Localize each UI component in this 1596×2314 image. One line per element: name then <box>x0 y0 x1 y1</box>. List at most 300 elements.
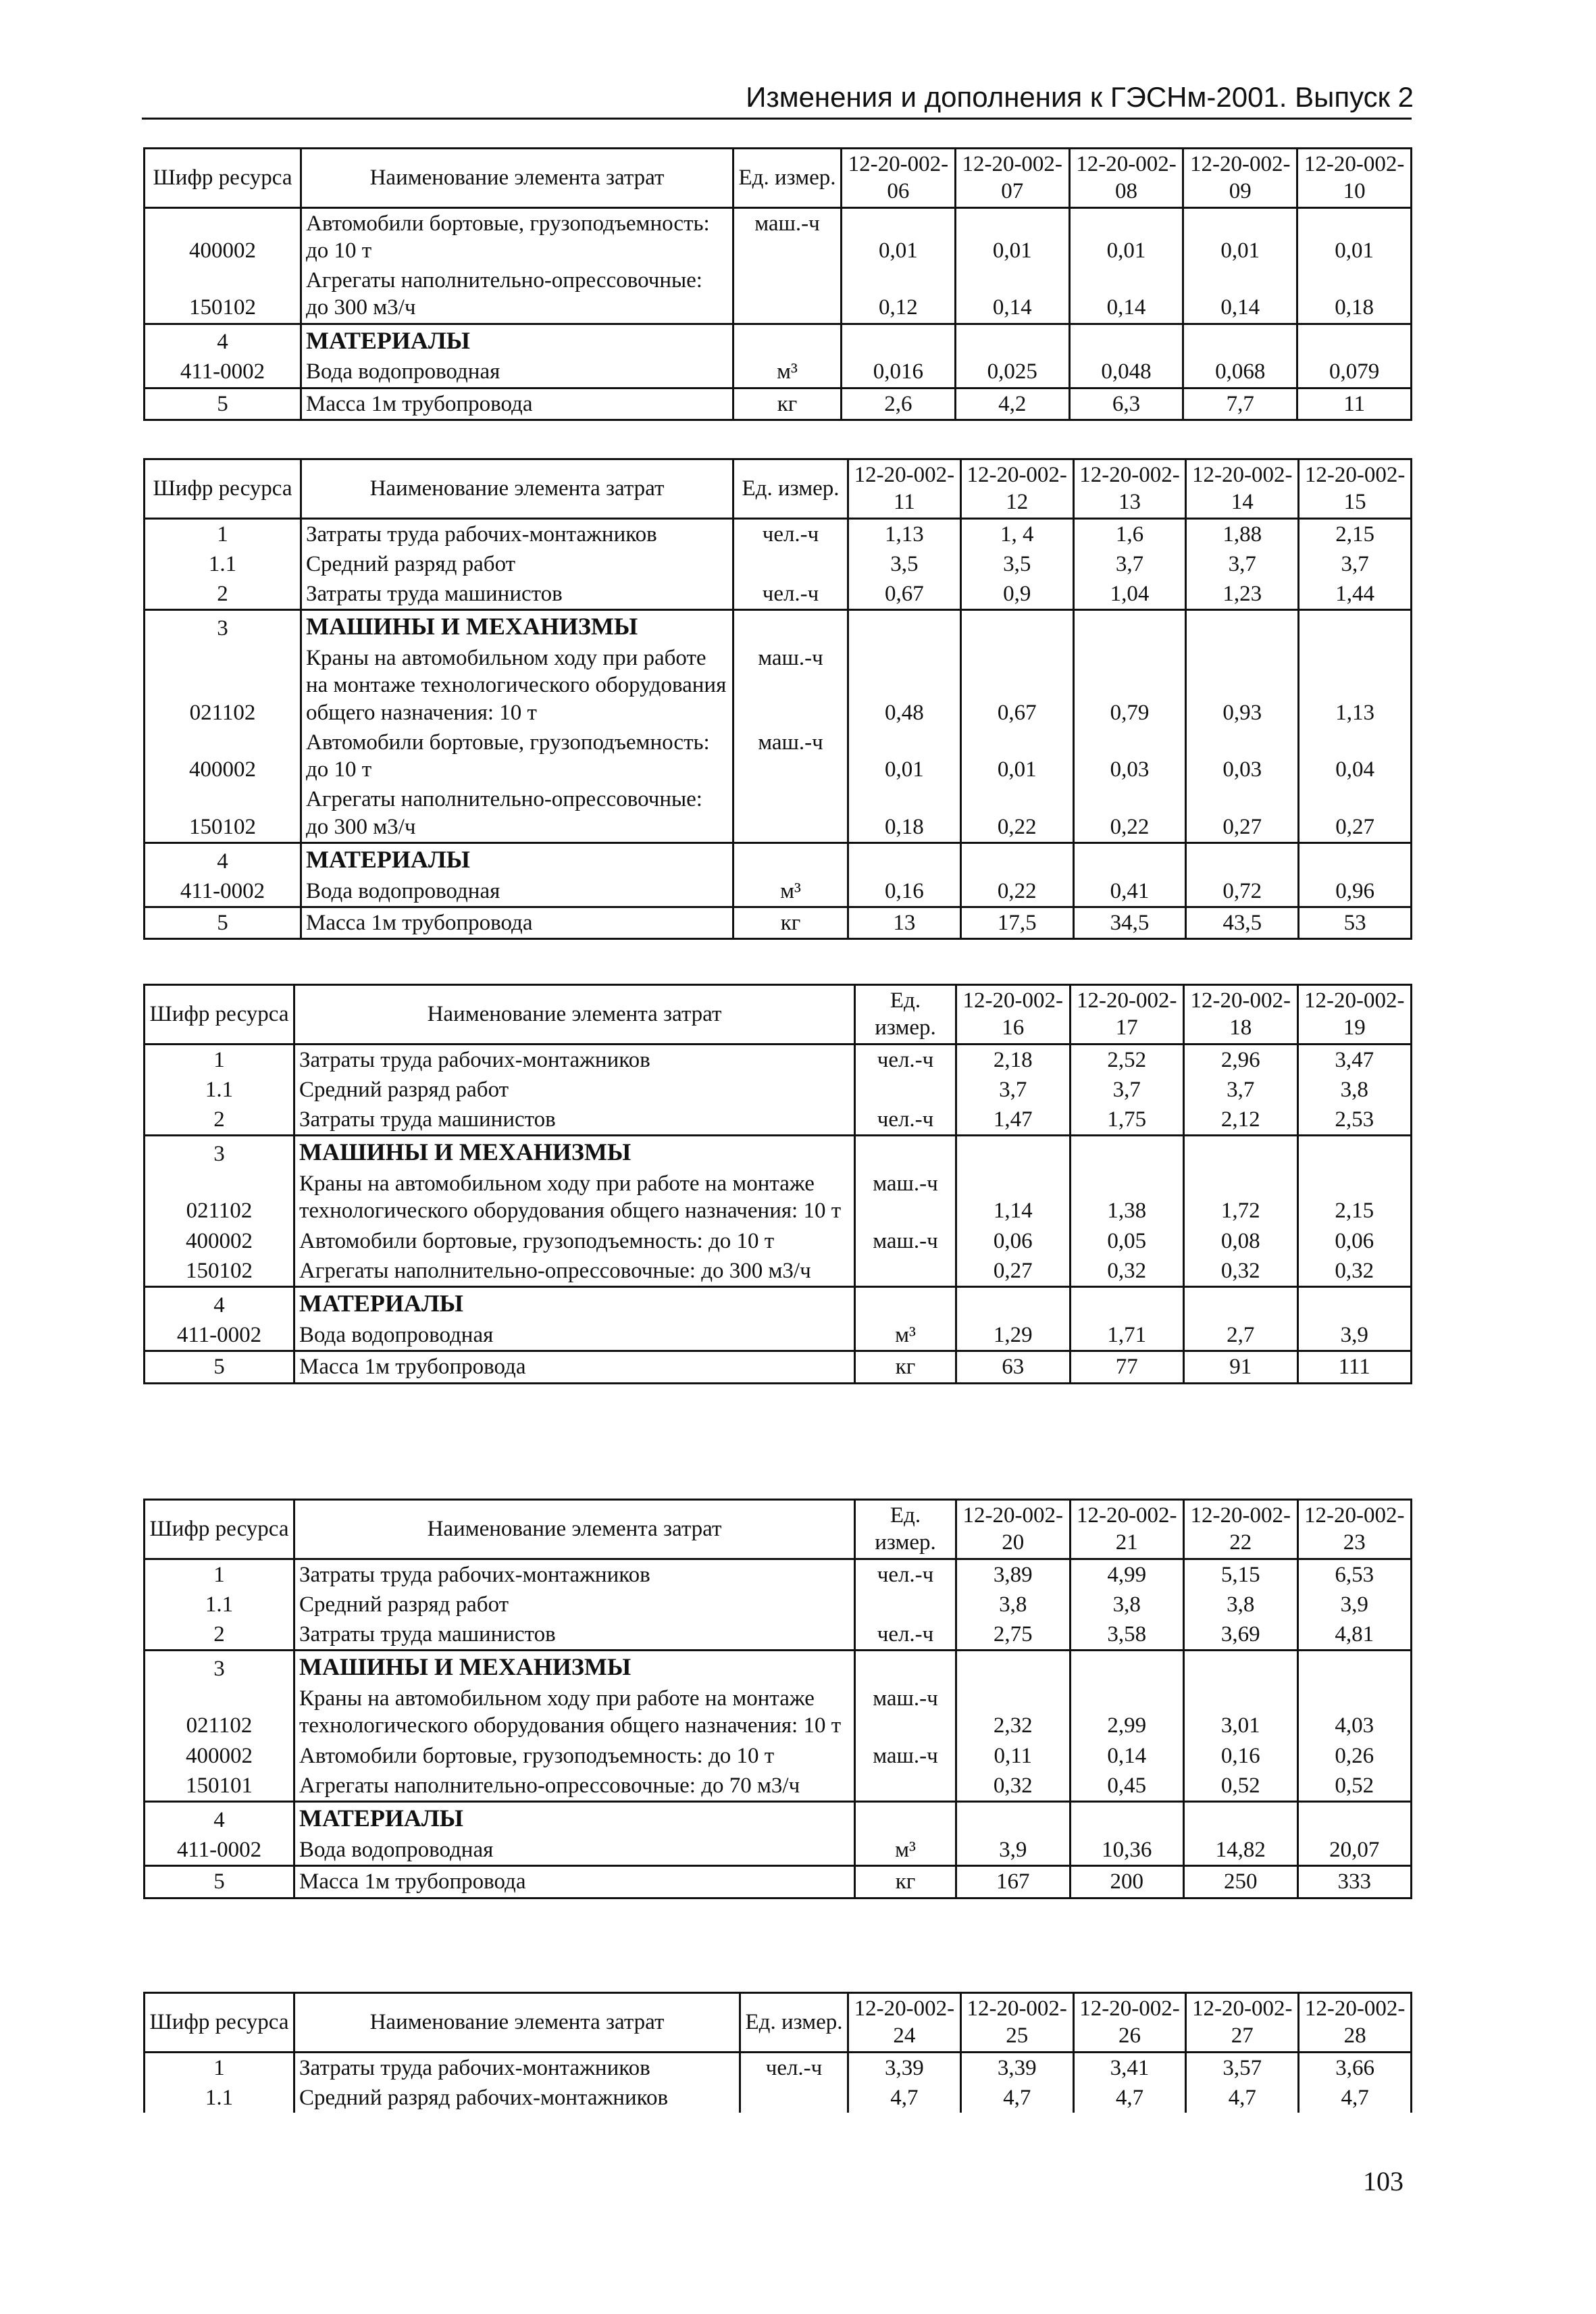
row-value: 0,01 <box>1297 207 1412 266</box>
row-value: 0,14 <box>1069 266 1183 324</box>
row-value: 0,03 <box>1073 728 1186 785</box>
row-value: 34,5 <box>1073 907 1186 939</box>
table-row <box>145 1771 1412 1802</box>
row-code: 1.1 <box>145 549 301 579</box>
row-code: 400002 <box>145 1226 294 1256</box>
row-value: 0,22 <box>960 784 1073 842</box>
row-code: 411-0002 <box>145 357 301 388</box>
row-value: 1,44 <box>1299 579 1412 610</box>
row-unit: кг <box>855 1351 956 1383</box>
table-row <box>145 1105 1412 1136</box>
col-header-norm-code: 12-20-002-14 <box>1186 459 1299 519</box>
row-value <box>960 842 1073 876</box>
row-value: 1,29 <box>956 1320 1071 1351</box>
table-row <box>145 579 1412 610</box>
table-row <box>145 1351 1412 1383</box>
row-name: Агрегаты наполнительно-опрессовочные: до 300 м3/ч <box>301 784 733 842</box>
row-value <box>955 324 1069 357</box>
row-name: Агрегаты наполнительно-опрессовочные: до 300 м3/ч <box>301 266 733 324</box>
row-value: 3,7 <box>1184 1075 1298 1105</box>
row-value: 0,22 <box>1073 784 1186 842</box>
group-row <box>145 1287 1412 1320</box>
group-row <box>145 610 1412 643</box>
row-value: 1,04 <box>1073 579 1186 610</box>
table-row <box>145 1075 1412 1105</box>
row-unit <box>733 784 848 842</box>
row-value: 4,7 <box>960 2083 1073 2113</box>
row-value <box>1186 842 1299 876</box>
table-row <box>145 207 1412 266</box>
row-value: 3,9 <box>1297 1320 1412 1351</box>
row-value: 2,7 <box>1184 1320 1298 1351</box>
row-value <box>848 610 961 643</box>
row-value: 0,22 <box>960 876 1073 907</box>
row-value: 2,99 <box>1070 1684 1184 1741</box>
row-unit: м³ <box>855 1320 956 1351</box>
page-header: Изменения и дополнения к ГЭСНм-2001. Выпуск 2 <box>746 81 1414 113</box>
row-value: 63 <box>956 1351 1071 1383</box>
row-value: 1,13 <box>1299 643 1412 728</box>
row-value: 0,32 <box>956 1771 1071 1802</box>
col-header-norm-code: 12-20-002-19 <box>1297 985 1412 1045</box>
row-code: 150102 <box>145 1256 294 1287</box>
row-unit: м³ <box>733 357 842 388</box>
row-code: 150101 <box>145 1771 294 1802</box>
row-value <box>1184 1651 1298 1684</box>
row-code: 3 <box>145 1651 294 1684</box>
row-value: 6,53 <box>1297 1559 1412 1590</box>
row-value: 3,89 <box>956 1559 1071 1590</box>
row-value: 10,36 <box>1070 1835 1184 1866</box>
row-value <box>1297 1136 1412 1169</box>
row-value: 3,9 <box>956 1835 1071 1866</box>
row-value: 0,96 <box>1299 876 1412 907</box>
row-value <box>1070 1287 1184 1320</box>
row-code: 4 <box>145 842 301 876</box>
row-code: 1 <box>145 1559 294 1590</box>
row-unit: кг <box>855 1866 956 1898</box>
row-code: 1 <box>145 518 301 549</box>
row-value: 200 <box>1070 1866 1184 1898</box>
row-value: 0,14 <box>955 266 1069 324</box>
row-code: 1 <box>145 1044 294 1075</box>
row-value <box>960 610 1073 643</box>
row-value: 1,23 <box>1186 579 1299 610</box>
col-header-name: Наименование элемента затрат <box>301 149 733 208</box>
row-value: 3,41 <box>1073 2052 1186 2083</box>
row-code: 411-0002 <box>145 1320 294 1351</box>
row-value: 2,75 <box>956 1619 1071 1651</box>
row-code: 5 <box>145 907 301 939</box>
col-header-code: Шифр ресурса <box>145 985 294 1045</box>
table-row <box>145 1835 1412 1866</box>
row-value: 17,5 <box>960 907 1073 939</box>
row-name: Затраты труда машинистов <box>294 1105 855 1136</box>
row-name: Автомобили бортовые, грузоподъемность: до 10 т <box>294 1741 855 1771</box>
col-header-norm-code: 12-20-002-27 <box>1186 1993 1299 2053</box>
row-code: 400002 <box>145 728 301 785</box>
row-name: Затраты труда рабочих-монтажников <box>294 1044 855 1075</box>
row-name: Вода водопроводная <box>301 357 733 388</box>
row-value <box>1184 1287 1298 1320</box>
table-row <box>145 876 1412 907</box>
row-name: Затраты труда рабочих-монтажников <box>301 518 733 549</box>
row-unit <box>855 1075 956 1105</box>
row-unit: чел.-ч <box>733 518 848 549</box>
table-row <box>145 1320 1412 1351</box>
row-name: Масса 1м трубопровода <box>294 1351 855 1383</box>
row-unit: м³ <box>733 876 848 907</box>
row-value: 0,14 <box>1183 266 1297 324</box>
row-unit <box>855 1287 956 1320</box>
group-title: МАТЕРИАЛЫ <box>301 842 733 876</box>
row-unit: чел.-ч <box>740 2052 848 2083</box>
row-value <box>1073 610 1186 643</box>
row-code: 5 <box>145 1866 294 1898</box>
row-value <box>1183 324 1297 357</box>
row-value: 4,7 <box>1073 2083 1186 2113</box>
row-value: 2,15 <box>1299 518 1412 549</box>
row-value: 3,5 <box>848 549 961 579</box>
row-code: 021102 <box>145 643 301 728</box>
row-value <box>1297 1802 1412 1835</box>
row-value <box>1073 842 1186 876</box>
row-name: Затраты труда рабочих-монтажников <box>294 2052 740 2083</box>
row-value: 0,18 <box>1297 266 1412 324</box>
row-value: 0,79 <box>1073 643 1186 728</box>
row-value <box>842 324 956 357</box>
row-value: 3,39 <box>848 2052 961 2083</box>
row-value <box>1070 1651 1184 1684</box>
row-value <box>1070 1136 1184 1169</box>
row-value: 1, 4 <box>960 518 1073 549</box>
row-value: 0,16 <box>848 876 961 907</box>
row-unit: чел.-ч <box>855 1559 956 1590</box>
col-header-norm-code: 12-20-002-09 <box>1183 149 1297 208</box>
col-header-norm-code: 12-20-002-24 <box>848 1993 961 2053</box>
row-value <box>956 1287 1071 1320</box>
row-code: 5 <box>145 1351 294 1383</box>
group-title: МАШИНЫ И МЕХАНИЗМЫ <box>294 1136 855 1169</box>
row-unit: чел.-ч <box>855 1044 956 1075</box>
row-value: 1,71 <box>1070 1320 1184 1351</box>
row-value <box>1299 610 1412 643</box>
row-value: 4,2 <box>955 388 1069 420</box>
row-code: 150102 <box>145 266 301 324</box>
col-header-name: Наименование элемента затрат <box>301 459 733 519</box>
row-value: 250 <box>1184 1866 1298 1898</box>
row-name: Средний разряд рабочих-монтажников <box>294 2083 740 2113</box>
header-row <box>145 459 1412 519</box>
row-value: 0,11 <box>956 1741 1071 1771</box>
row-name: Средний разряд работ <box>294 1590 855 1619</box>
row-unit: маш.-ч <box>733 207 842 266</box>
norm-table-5 <box>143 1992 1412 2113</box>
col-header-unit: Ед. измер. <box>733 149 842 208</box>
row-value: 5,15 <box>1184 1559 1298 1590</box>
row-code: 1.1 <box>145 2083 294 2113</box>
table-row <box>145 784 1412 842</box>
norm-table-2 <box>143 458 1412 940</box>
row-value: 3,5 <box>960 549 1073 579</box>
table-row <box>145 1044 1412 1075</box>
row-value: 2,32 <box>956 1684 1071 1741</box>
col-header-norm-code: 12-20-002-23 <box>1297 1500 1412 1559</box>
col-header-unit: Ед. измер. <box>855 1500 956 1559</box>
norm-table-4 <box>143 1499 1412 1899</box>
row-value: 4,99 <box>1070 1559 1184 1590</box>
row-value: 0,01 <box>1069 207 1183 266</box>
table-row <box>145 2052 1412 2083</box>
row-unit: маш.-ч <box>733 728 848 785</box>
row-unit <box>733 266 842 324</box>
col-header-norm-code: 12-20-002-16 <box>956 985 1071 1045</box>
col-header-unit: Ед. измер. <box>855 985 956 1045</box>
row-value: 0,06 <box>956 1226 1071 1256</box>
row-name: Краны на автомобильном ходу при работе на монтаже технологического оборудования общего назначения: 10 т <box>294 1684 855 1741</box>
row-value: 13 <box>848 907 961 939</box>
row-code: 021102 <box>145 1684 294 1741</box>
page-number: 103 <box>1363 2166 1404 2196</box>
row-value: 0,18 <box>848 784 961 842</box>
table-row <box>145 907 1412 939</box>
row-code: 1.1 <box>145 1075 294 1105</box>
row-code: 021102 <box>145 1169 294 1226</box>
col-header-name: Наименование элемента затрат <box>294 1993 740 2053</box>
col-header-norm-code: 12-20-002-20 <box>956 1500 1071 1559</box>
table-row <box>145 549 1412 579</box>
row-name: Затраты труда машинистов <box>301 579 733 610</box>
row-value: 3,7 <box>1073 549 1186 579</box>
row-value: 1,6 <box>1073 518 1186 549</box>
row-value: 0,32 <box>1297 1256 1412 1287</box>
row-value: 111 <box>1297 1351 1412 1383</box>
row-value: 77 <box>1070 1351 1184 1383</box>
col-header-norm-code: 12-20-002-11 <box>848 459 961 519</box>
row-unit: кг <box>733 388 842 420</box>
group-row <box>145 324 1412 357</box>
row-unit <box>740 2083 848 2113</box>
row-value: 2,53 <box>1297 1105 1412 1136</box>
col-header-norm-code: 12-20-002-17 <box>1070 985 1184 1045</box>
table-row <box>145 1684 1412 1741</box>
row-value: 0,06 <box>1297 1226 1412 1256</box>
header-row <box>145 149 1412 208</box>
norm-table-3 <box>143 984 1412 1384</box>
row-name: Вода водопроводная <box>294 1835 855 1866</box>
row-name: Вода водопроводная <box>294 1320 855 1351</box>
row-value: 0,27 <box>1186 784 1299 842</box>
header-row <box>145 985 1412 1045</box>
row-name: Автомобили бортовые, грузоподъемность: до 10 т <box>294 1226 855 1256</box>
group-title: МАТЕРИАЛЫ <box>294 1802 855 1835</box>
row-value: 3,8 <box>1297 1075 1412 1105</box>
col-header-norm-code: 12-20-002-07 <box>955 149 1069 208</box>
row-value: 3,8 <box>956 1590 1071 1619</box>
group-row <box>145 842 1412 876</box>
row-code: 4 <box>145 324 301 357</box>
row-value: 2,12 <box>1184 1105 1298 1136</box>
row-unit: маш.-ч <box>855 1684 956 1741</box>
row-value: 0,14 <box>1070 1741 1184 1771</box>
col-header-code: Шифр ресурса <box>145 459 301 519</box>
row-value: 0,9 <box>960 579 1073 610</box>
col-header-norm-code: 12-20-002-15 <box>1299 459 1412 519</box>
row-value: 0,72 <box>1186 876 1299 907</box>
row-unit: маш.-ч <box>855 1741 956 1771</box>
row-value <box>1184 1136 1298 1169</box>
row-value: 0,26 <box>1297 1741 1412 1771</box>
row-code: 5 <box>145 388 301 420</box>
row-value <box>1297 1651 1412 1684</box>
row-value: 1,14 <box>956 1169 1071 1226</box>
group-row <box>145 1136 1412 1169</box>
row-name: Затраты труда рабочих-монтажников <box>294 1559 855 1590</box>
row-value: 0,52 <box>1297 1771 1412 1802</box>
row-code: 411-0002 <box>145 1835 294 1866</box>
row-value: 1,72 <box>1184 1169 1298 1226</box>
col-header-norm-code: 12-20-002-10 <box>1297 149 1412 208</box>
row-value: 2,15 <box>1297 1169 1412 1226</box>
table-row <box>145 518 1412 549</box>
col-header-norm-code: 12-20-002-25 <box>960 1993 1073 2053</box>
row-value: 91 <box>1184 1351 1298 1383</box>
col-header-norm-code: 12-20-002-06 <box>842 149 956 208</box>
row-value: 0,01 <box>848 728 961 785</box>
row-code: 2 <box>145 579 301 610</box>
row-name: Масса 1м трубопровода <box>294 1866 855 1898</box>
row-unit: м³ <box>855 1835 956 1866</box>
group-title: МАТЕРИАЛЫ <box>294 1287 855 1320</box>
row-name: Средний разряд работ <box>294 1075 855 1105</box>
row-value: 0,16 <box>1184 1741 1298 1771</box>
group-title: МАТЕРИАЛЫ <box>301 324 733 357</box>
table-row <box>145 2083 1412 2113</box>
table-row <box>145 1866 1412 1898</box>
row-value: 167 <box>956 1866 1071 1898</box>
row-value: 14,82 <box>1184 1835 1298 1866</box>
row-value: 11 <box>1297 388 1412 420</box>
group-title: МАШИНЫ И МЕХАНИЗМЫ <box>301 610 733 643</box>
row-value: 0,52 <box>1184 1771 1298 1802</box>
row-unit: чел.-ч <box>733 579 848 610</box>
row-value: 1,47 <box>956 1105 1071 1136</box>
table-row <box>145 266 1412 324</box>
row-name: Агрегаты наполнительно-опрессовочные: до 300 м3/ч <box>294 1256 855 1287</box>
row-value: 3,7 <box>1186 549 1299 579</box>
header-rule <box>142 118 1412 120</box>
table-row <box>145 357 1412 388</box>
row-value: 7,7 <box>1183 388 1297 420</box>
table-row <box>145 1559 1412 1590</box>
table-row <box>145 643 1412 728</box>
row-value: 3,39 <box>960 2052 1073 2083</box>
row-name: Масса 1м трубопровода <box>301 388 733 420</box>
group-title: МАШИНЫ И МЕХАНИЗМЫ <box>294 1651 855 1684</box>
row-value: 0,016 <box>842 357 956 388</box>
row-name: Краны на автомобильном ходу при работе на монтаже технологического оборудования общего назначения: 10 т <box>301 643 733 728</box>
row-code: 3 <box>145 610 301 643</box>
row-unit <box>855 1651 956 1684</box>
row-value <box>956 1802 1071 1835</box>
row-value: 0,12 <box>842 266 956 324</box>
row-code: 4 <box>145 1287 294 1320</box>
row-value: 3,7 <box>1299 549 1412 579</box>
row-code: 2 <box>145 1105 294 1136</box>
norm-table-1 <box>143 147 1412 421</box>
group-row <box>145 1651 1412 1684</box>
row-value: 0,05 <box>1070 1226 1184 1256</box>
row-value: 3,01 <box>1184 1684 1298 1741</box>
row-unit: маш.-ч <box>855 1226 956 1256</box>
row-value: 0,41 <box>1073 876 1186 907</box>
row-value: 2,6 <box>842 388 956 420</box>
row-value: 3,7 <box>956 1075 1071 1105</box>
row-value: 333 <box>1297 1866 1412 1898</box>
header-row <box>145 1993 1412 2053</box>
row-value: 3,8 <box>1070 1590 1184 1619</box>
row-code: 1 <box>145 2052 294 2083</box>
group-row <box>145 1802 1412 1835</box>
row-value <box>1299 842 1412 876</box>
row-value: 3,69 <box>1184 1619 1298 1651</box>
row-unit: чел.-ч <box>855 1619 956 1651</box>
row-value: 3,7 <box>1070 1075 1184 1105</box>
row-value: 3,66 <box>1299 2052 1412 2083</box>
table-row <box>145 1169 1412 1226</box>
row-value: 1,88 <box>1186 518 1299 549</box>
row-value: 0,01 <box>1183 207 1297 266</box>
col-header-code: Шифр ресурса <box>145 1500 294 1559</box>
row-value <box>1186 610 1299 643</box>
row-value <box>1069 324 1183 357</box>
row-unit <box>855 1771 956 1802</box>
row-unit: кг <box>733 907 848 939</box>
row-unit <box>855 1136 956 1169</box>
row-value: 0,93 <box>1186 643 1299 728</box>
row-code: 2 <box>145 1619 294 1651</box>
row-value: 0,01 <box>955 207 1069 266</box>
row-name: Краны на автомобильном ходу при работе на монтаже технологического оборудования общего назначения: 10 т <box>294 1169 855 1226</box>
row-code: 400002 <box>145 1741 294 1771</box>
row-value: 3,9 <box>1297 1590 1412 1619</box>
col-header-code: Шифр ресурса <box>145 1993 294 2053</box>
row-code: 400002 <box>145 207 301 266</box>
row-value: 20,07 <box>1297 1835 1412 1866</box>
header-row <box>145 1500 1412 1559</box>
col-header-norm-code: 12-20-002-26 <box>1073 1993 1186 2053</box>
row-code: 3 <box>145 1136 294 1169</box>
table-row <box>145 1226 1412 1256</box>
row-value: 0,04 <box>1299 728 1412 785</box>
col-header-norm-code: 12-20-002-18 <box>1184 985 1298 1045</box>
col-header-norm-code: 12-20-002-12 <box>960 459 1073 519</box>
row-value: 0,32 <box>1184 1256 1298 1287</box>
row-name: Масса 1м трубопровода <box>301 907 733 939</box>
row-value: 4,7 <box>848 2083 961 2113</box>
col-header-norm-code: 12-20-002-22 <box>1184 1500 1298 1559</box>
row-unit <box>855 1590 956 1619</box>
row-unit <box>733 842 848 876</box>
row-code: 150102 <box>145 784 301 842</box>
row-unit <box>855 1256 956 1287</box>
row-value: 0,01 <box>960 728 1073 785</box>
row-value: 3,8 <box>1184 1590 1298 1619</box>
row-value: 2,96 <box>1184 1044 1298 1075</box>
row-value <box>1297 1287 1412 1320</box>
row-value: 0,67 <box>960 643 1073 728</box>
row-unit: маш.-ч <box>855 1169 956 1226</box>
